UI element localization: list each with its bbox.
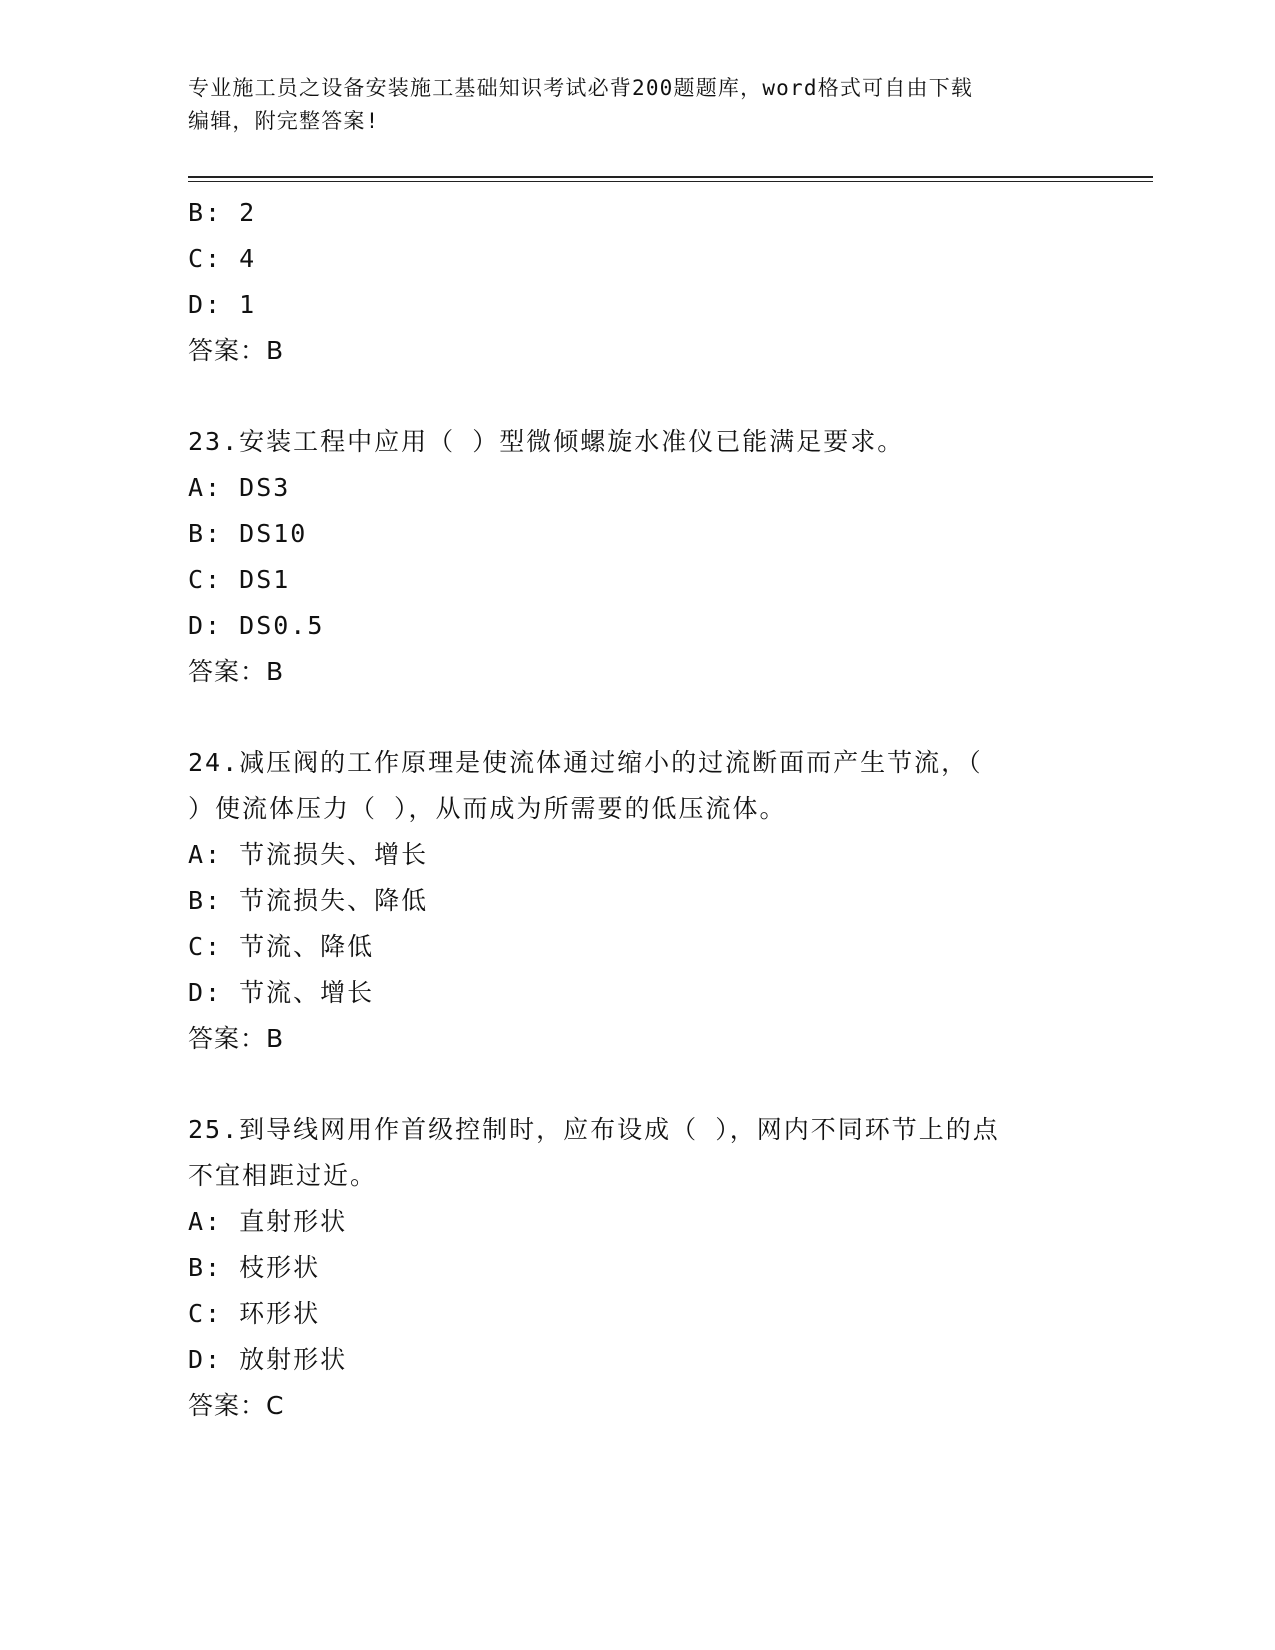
document-header xyxy=(188,72,1068,138)
question-stem-line-2: 不宜相距过近。 xyxy=(188,1161,378,1190)
option-b: B: 枝形状 xyxy=(188,1253,321,1282)
option-b: B: DS10 xyxy=(188,519,308,548)
question-stem-line: 23.安装工程中应用（ ）型微倾螺旋水准仪已能满足要求。 xyxy=(188,427,905,456)
option-a: A: DS3 xyxy=(188,473,291,502)
option-c: C: 环形状 xyxy=(188,1299,321,1328)
option-b: B: 2 xyxy=(188,198,257,227)
question-stem xyxy=(188,1107,1088,1199)
option-d: D: 节流、增长 xyxy=(188,978,375,1007)
question-22 xyxy=(188,190,1088,374)
option-c: C: 节流、降低 xyxy=(188,932,375,961)
option-c: C: 4 xyxy=(188,244,257,273)
question-stem-line-1: 25.到导线网用作首级控制时，应布设成（ ），网内不同环节上的点 xyxy=(188,1115,1000,1144)
option-b: B: 节流损失、降低 xyxy=(188,886,429,915)
question-stem-line-2: ）使流体压力（ ），从而成为所需要的低压流体。 xyxy=(188,794,787,823)
answer-line: 答案：B xyxy=(188,336,285,365)
option-d: D: DS0.5 xyxy=(188,611,325,640)
answer-line: 答案：B xyxy=(188,657,285,686)
option-a: A: 节流损失、增长 xyxy=(188,840,429,869)
answer-line: 答案：B xyxy=(188,1024,285,1053)
answer-line: 答案：C xyxy=(188,1391,285,1420)
header-divider xyxy=(188,176,1153,178)
header-title-line-2: 编辑，附完整答案! xyxy=(188,109,380,133)
spacer xyxy=(188,1062,1088,1107)
question-stem-line-1: 24.减压阀的工作原理是使流体通过缩小的过流断面而产生节流，（ xyxy=(188,748,983,777)
option-d: D: 放射形状 xyxy=(188,1345,348,1374)
question-stem xyxy=(188,419,1088,465)
question-stem xyxy=(188,740,1088,832)
header-title-line-1: 专业施工员之设备安装施工基础知识考试必背200题题库，word格式可自由下载 xyxy=(188,76,974,100)
option-c: C: DS1 xyxy=(188,565,291,594)
question-23 xyxy=(188,419,1088,695)
option-d: D: 1 xyxy=(188,290,257,319)
header-divider-thin xyxy=(188,181,1153,182)
option-a: A: 直射形状 xyxy=(188,1207,348,1236)
spacer xyxy=(188,374,1088,419)
question-list xyxy=(188,190,1088,1429)
question-25 xyxy=(188,1107,1088,1429)
question-24 xyxy=(188,740,1088,1062)
spacer xyxy=(188,695,1088,740)
